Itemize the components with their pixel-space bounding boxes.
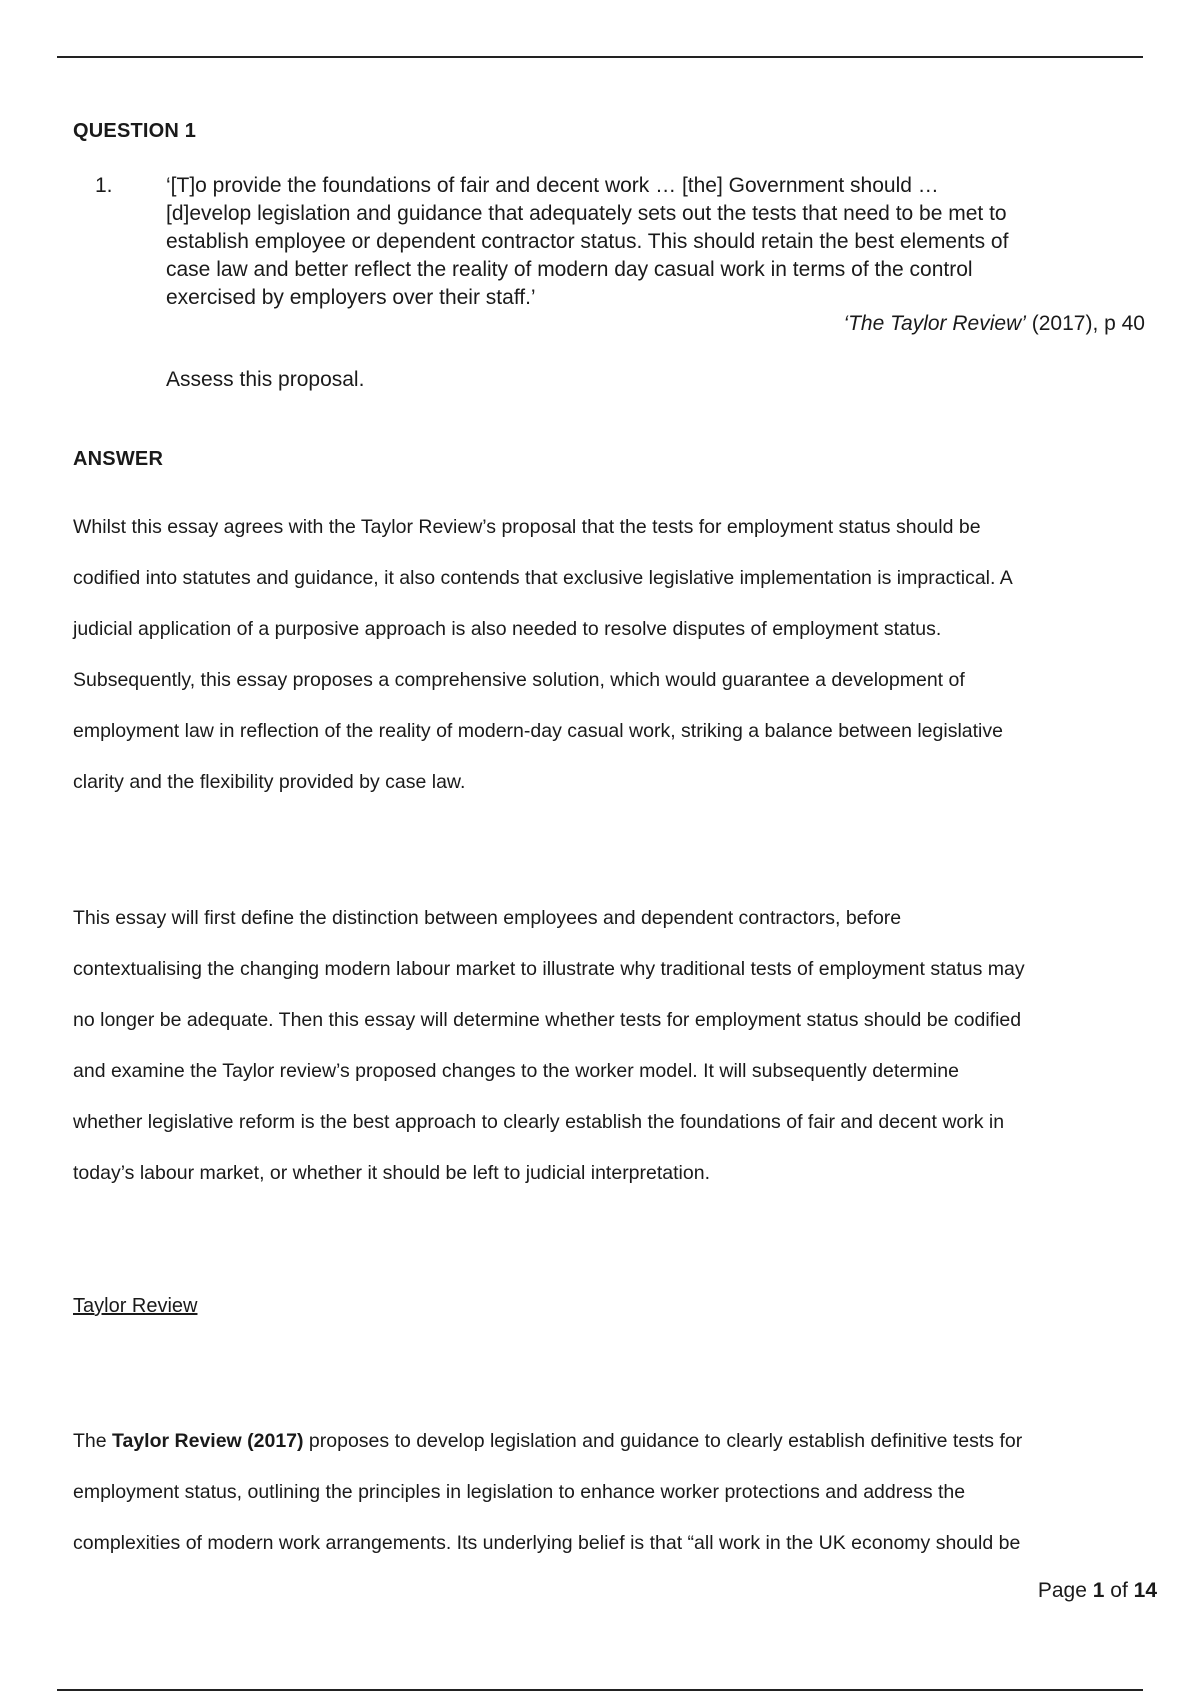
of-label: of xyxy=(1104,1579,1134,1602)
text-run: The xyxy=(73,1430,113,1452)
paragraph-line: today’s labour market, or whether it should be left to judicial interpretation. xyxy=(73,1162,710,1184)
paragraph-line: codified into statutes and guidance, it also contends that exclusive legislative implementation is impractical. A xyxy=(73,567,1013,589)
quote-line: exercised by employers over their staff.’ xyxy=(166,286,536,309)
question-number: 1. xyxy=(95,174,113,197)
paragraph-line: complexities of modern work arrangements. Its underlying belief is that “all work in the UK economy should be xyxy=(73,1532,1021,1554)
paragraph-line: and examine the Taylor review’s proposed changes to the worker model. It will subsequently determine xyxy=(73,1060,959,1082)
quote-line: ‘[T]o provide the foundations of fair and decent work … [the] Government should … xyxy=(166,174,939,197)
quote-line: establish employee or dependent contractor status. This should retain the best elements of xyxy=(166,230,1009,253)
paragraph-line: Subsequently, this essay proposes a comprehensive solution, which would guarantee a development of xyxy=(73,669,965,691)
paragraph-line: This essay will first define the distinction between employees and dependent contractors, before xyxy=(73,907,902,929)
question-quote xyxy=(166,172,1146,312)
quote-line: case law and better reflect the reality of modern day casual work in terms of the control xyxy=(166,258,973,281)
page-label: Page xyxy=(1037,1579,1093,1602)
quote-citation xyxy=(843,312,1145,336)
top-rule xyxy=(57,56,1143,58)
answer-heading: ANSWER xyxy=(73,448,164,470)
text-run: proposes to develop legislation and guidance to clearly establish definitive tests for xyxy=(303,1430,1023,1452)
total-pages: 14 xyxy=(1133,1579,1157,1602)
section-heading-taylor-review: Taylor Review xyxy=(73,1295,198,1317)
answer-paragraph-1 xyxy=(73,516,1163,822)
answer-paragraph-2 xyxy=(73,907,1163,1213)
page-indicator xyxy=(1038,1579,1157,1603)
paragraph-line: whether legislative reform is the best approach to clearly establish the foundations of fair and decent work in xyxy=(73,1111,1005,1133)
bottom-rule xyxy=(57,1689,1143,1691)
paragraph-line: employment status, outlining the principles in legislation to enhance worker protections and address the xyxy=(73,1481,966,1503)
paragraph-line: clarity and the flexibility provided by case law. xyxy=(73,771,466,793)
bold-citation: Taylor Review (2017) xyxy=(112,1430,304,1452)
paragraph-line: contextualising the changing modern labour market to illustrate why traditional tests of employment status may xyxy=(73,958,1025,980)
paragraph-line: Whilst this essay agrees with the Taylor Review’s proposal that the tests for employment status should be xyxy=(73,516,981,538)
answer-paragraph-3 xyxy=(73,1430,1163,1583)
paragraph-line: no longer be adequate. Then this essay will determine whether tests for employment status should be codified xyxy=(73,1009,1022,1031)
paragraph-line: judicial application of a purposive approach is also needed to resolve disputes of employment status. xyxy=(73,618,942,640)
paragraph-line: employment law in reflection of the reality of modern-day casual work, striking a balance between legislative xyxy=(73,720,1003,742)
current-page: 1 xyxy=(1092,1579,1105,1602)
question-heading: QUESTION 1 xyxy=(73,120,197,142)
citation-detail: (2017), p 40 xyxy=(1025,312,1145,335)
question-prompt: Assess this proposal. xyxy=(166,368,365,391)
paragraph-line xyxy=(73,1430,1163,1481)
quote-line: [d]evelop legislation and guidance that adequately sets out the tests that need to be met to xyxy=(166,202,1007,225)
citation-title: ‘The Taylor Review’ xyxy=(843,312,1026,335)
